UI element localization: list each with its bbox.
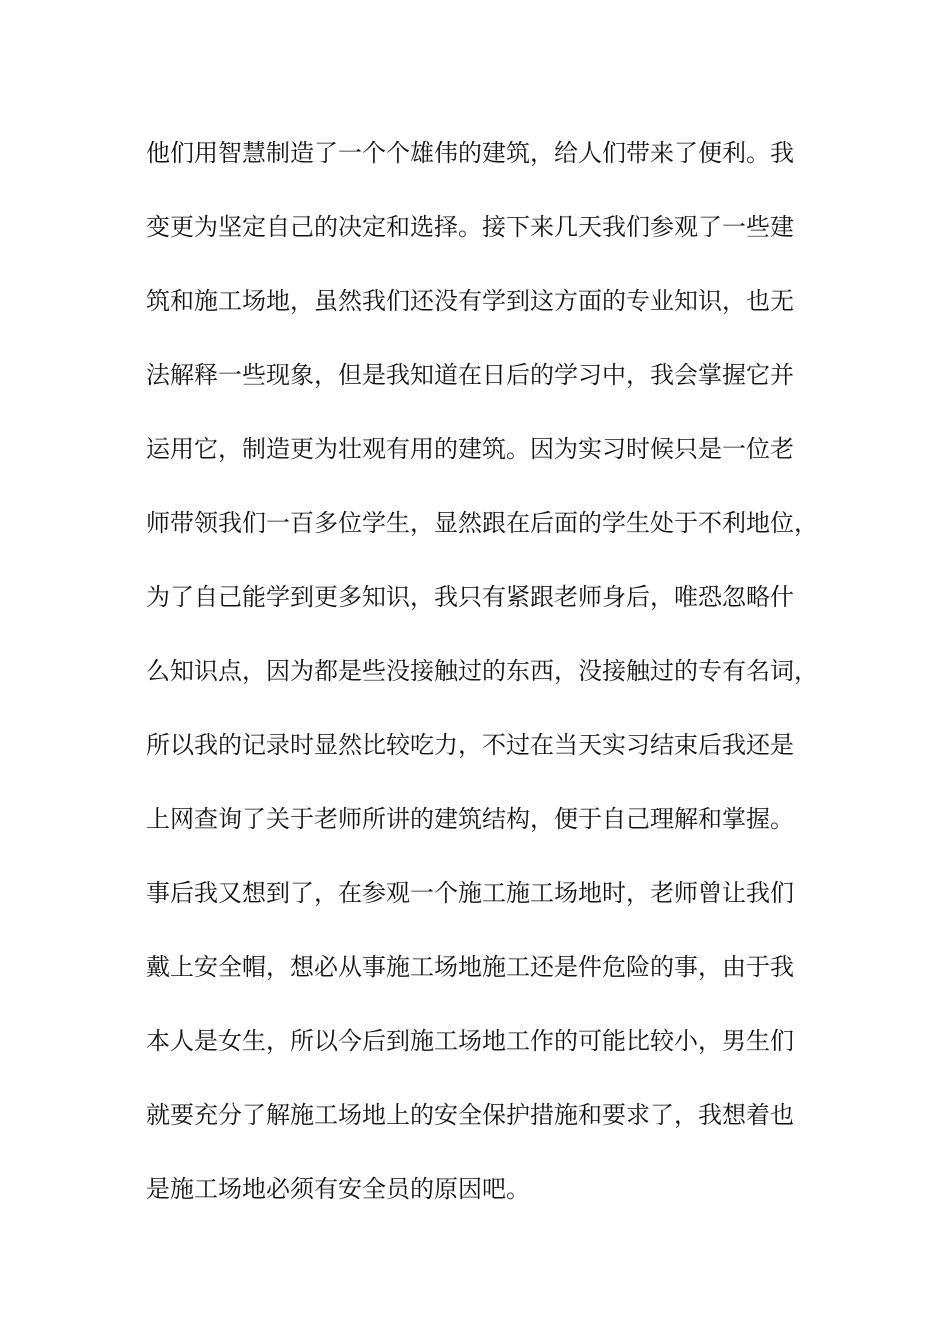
text-line-8: 么知识点，因为都是些没接触过的东西，没接触过的专有名词， — [146, 657, 818, 685]
text-line-2: 变更为坚定自己的决定和选择。接下来几天我们参观了一些建 — [146, 213, 794, 241]
text-line-9: 所以我的记录时显然比较吃力，不过在当天实习结束后我还是 — [146, 731, 794, 759]
text-line-4: 法解释一些现象，但是我知道在日后的学习中，我会掌握它并 — [146, 361, 794, 389]
text-line-15: 是施工场地必须有安全员的原因吧。 — [146, 1175, 530, 1203]
text-line-5: 运用它，制造更为壮观有用的建筑。因为实习时候只是一位老 — [146, 435, 794, 463]
text-line-14: 就要充分了解施工场地上的安全保护措施和要求了，我想着也 — [146, 1101, 794, 1129]
text-line-3: 筑和施工场地，虽然我们还没有学到这方面的专业知识，也无 — [146, 287, 794, 315]
text-line-12: 戴上安全帽，想必从事施工场地施工还是件危险的事，由于我 — [146, 953, 794, 981]
text-line-1: 他们用智慧制造了一个个雄伟的建筑，给人们带来了便利。我 — [146, 139, 794, 167]
text-line-6: 师带领我们一百多位学生，显然跟在后面的学生处于不利地位， — [146, 509, 818, 537]
text-line-7: 为了自己能学到更多知识，我只有紧跟老师身后，唯恐忽略什 — [146, 583, 794, 611]
text-line-13: 本人是女生，所以今后到施工场地工作的可能比较小，男生们 — [146, 1027, 794, 1055]
body-text — [146, 131, 836, 1241]
text-line-11: 事后我又想到了，在参观一个施工施工场地时，老师曾让我们 — [146, 879, 794, 907]
text-line-10: 上网查询了关于老师所讲的建筑结构，便于自己理解和掌握。 — [146, 805, 794, 833]
